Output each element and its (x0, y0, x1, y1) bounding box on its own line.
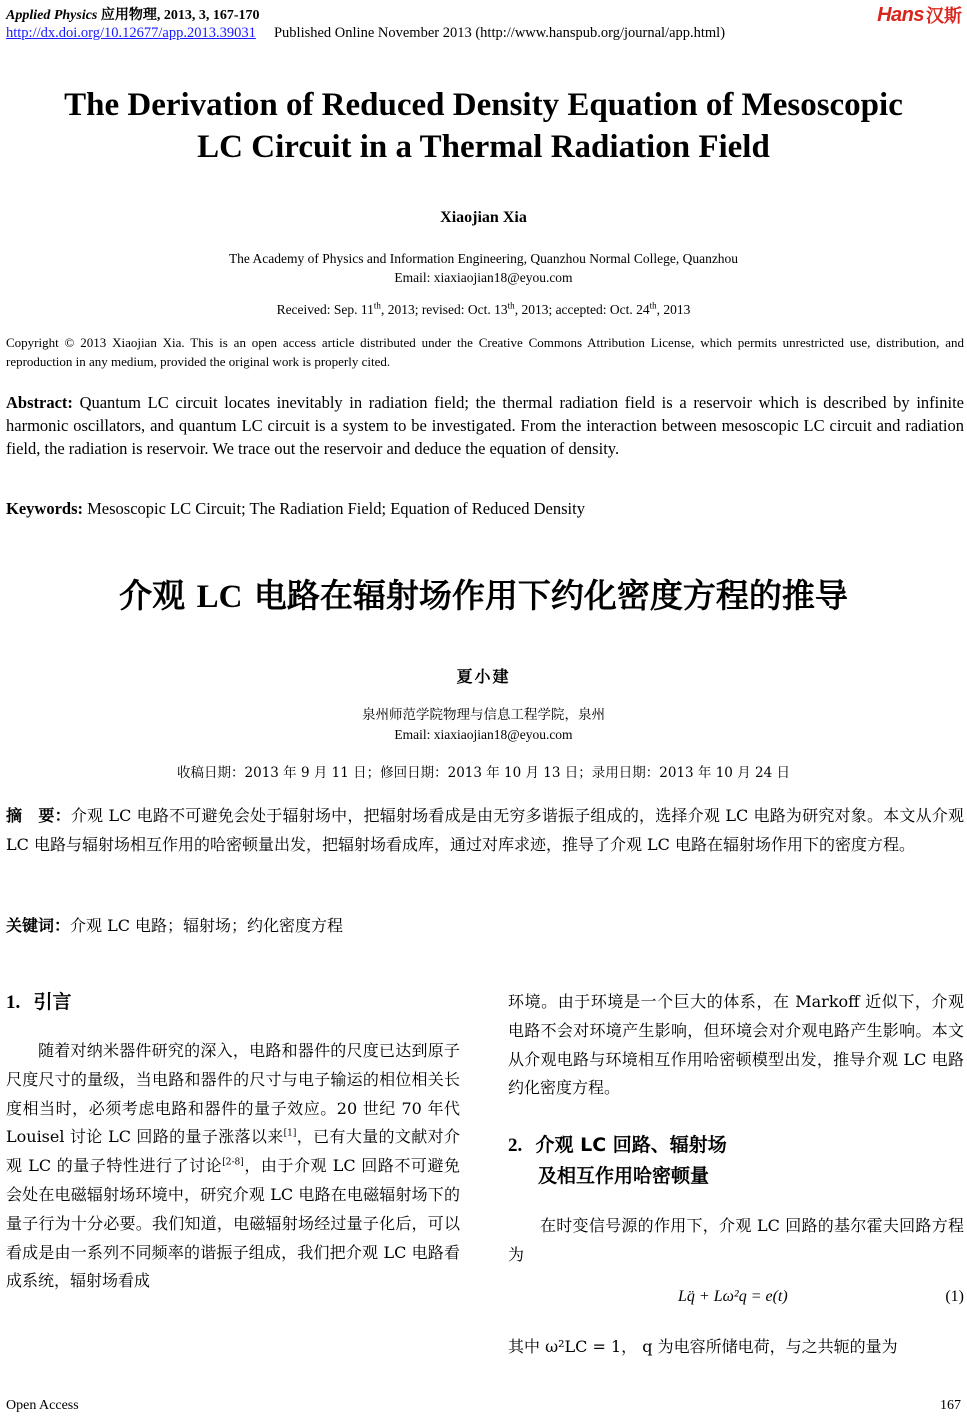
affiliation-cn-block (0, 705, 967, 745)
keywords-en-text: Mesoscopic LC Circuit; The Radiation Field; Equation of Reduced Density (83, 499, 585, 518)
dates-cn: 收稿日期：2013 年 9 月 11 日；修回日期：2013 年 10 月 13 日；录用日期：2013 年 10 月 24 日 (177, 765, 790, 781)
journal-name-cn: 应用物理, 2013, 3, 167-170 (100, 8, 260, 23)
page-number: 167 (940, 1398, 961, 1413)
affiliation-cn: 泉州师范学院物理与信息工程学院，泉州 (362, 707, 605, 723)
right-col-continuation: 环境。由于环境是一个巨大的体系，在 Markoff 近似下，介观电路不会对环境产生影响，但环境会对介观电路产生影响。本文从介观电路与环境相互作用哈密顿模型出发，推导介观 LC 电路约化密度方程。 (508, 992, 964, 1098)
affiliation-en: The Academy of Physics and Information Engineering, Quanzhou Normal College, Quanzhou (228, 251, 739, 266)
email-cn: Email: xiaxiaojian18@eyou.com (394, 727, 573, 742)
journal-citation (6, 4, 260, 24)
doi-link[interactable]: http://dx.doi.org/10.12677/app.2013.39031 (6, 25, 256, 41)
section1-heading: 1. 引言 (6, 991, 72, 1013)
keywords-cn (6, 913, 343, 936)
copyright-notice: Copyright © 2013 Xiaojian Xia. This is an open access article distributed under the Creative Commons Attribution License, which permits unrestricted use, distribution, and reproduction in any medium, provided the original work is properly cited. (6, 335, 964, 369)
title-en (0, 84, 967, 168)
dates-en: Received: Sep. 11th, 2013; revised: Oct. 13th, 2013; accepted: Oct. 24th, 2013 (276, 300, 691, 317)
footer-open-access: Open Access (6, 1398, 79, 1413)
ref-1: [1] (283, 1129, 297, 1140)
ref-2-8: [2-8] (222, 1157, 244, 1168)
logo-cn: 汉斯 (926, 6, 962, 27)
author-en: Xiaojian Xia (440, 209, 527, 226)
section1-body: 随着对纳米器件研究的深入，电路和器件的尺度已达到原子尺度尺寸的量级，当电路和器件的尺寸与电子输运的相位相关长度相当时，必须考虑电路和器件的量子效应。20 世纪 70 年代 Louisel 讨论 LC 回路的量子涨落以来[1]，已有大量的文献对介观 LC 的量子特性进行了讨论[2-8]，由于介观 LC 回路不可避免会处在电磁辐射场环境中，研究介观 LC 电路在电磁辐射场下的量子行为十分必要。我们知道，电磁辐射场经过量子化后，可以看成是由一系列不同频率的谐振子组成，我们把介观 LC 电路看成系统，辐射场看成 (6, 1041, 461, 1291)
abstract-cn-label: 摘 要： (6, 806, 71, 825)
author-cn: 夏小建 (456, 667, 511, 686)
published-online: Published Online November 2013 (http://www.hanspub.org/journal/app.html) (273, 25, 726, 41)
affiliation-en-block (0, 249, 967, 287)
title-cn: 介观 LC 电路在辐射场作用下约化密度方程的推导 (119, 576, 848, 615)
abstract-cn-text: 介观 LC 电路不可避免会处于辐射场中，把辐射场看成是由无穷多谐振子组成的，选择介观 LC 电路为研究对象。本文从介观 LC 电路与辐射场相互作用的哈密顿量出发，把辐射场看成库，通过对库求迹，推导了介观 LC 电路在辐射场作用下的密度方程。 (6, 806, 964, 854)
logo-latin: Hans (877, 3, 924, 26)
abstract-en-text: Quantum LC circuit locates inevitably in radiation field; the thermal radiation field is a reservoir which is described by infinite harmonic oscillators, and quantum LC circuit is a system to be investigated. From the interaction between mesoscopic LC circuit and radiation field, the radiation is reservoir. We trace out the reservoir and deduce the equation of density. (6, 393, 964, 458)
publisher-logo (877, 2, 962, 28)
section2-body: 在时变信号源的作用下，介观 LC 回路的基尔霍夫回路方程为 (508, 1216, 964, 1264)
keywords-cn-label: 关键词： (6, 916, 71, 935)
title-en-line1: The Derivation of Reduced Density Equation of Mesoscopic (64, 87, 903, 123)
equation-1-number: (1) (945, 1288, 964, 1305)
right-col-last-line: 其中 ω²LC = 1， q 为电容所储电荷，与之共轭的量为 (508, 1337, 898, 1356)
keywords-en-label: Keywords: (6, 499, 83, 518)
section2-heading: 2. 介观 LC 回路、辐射场 及相互作用哈密顿量 (508, 1134, 727, 1187)
header-doi-line (6, 25, 725, 42)
journal-name-en: Applied Physics (6, 8, 98, 23)
email-en: Email: xiaxiaojian18@eyou.com (394, 270, 573, 285)
keywords-en (6, 499, 964, 519)
abstract-en-label: Abstract: (6, 393, 73, 412)
keywords-cn-text: 介观 LC 电路；辐射场；约化密度方程 (70, 916, 344, 935)
title-en-line2: LC Circuit in a Thermal Radiation Field (197, 129, 770, 165)
abstract-cn (6, 801, 964, 859)
abstract-en (6, 391, 964, 460)
equation-1-expr: Lq̈ + Lω²q = e(t) (678, 1288, 788, 1305)
